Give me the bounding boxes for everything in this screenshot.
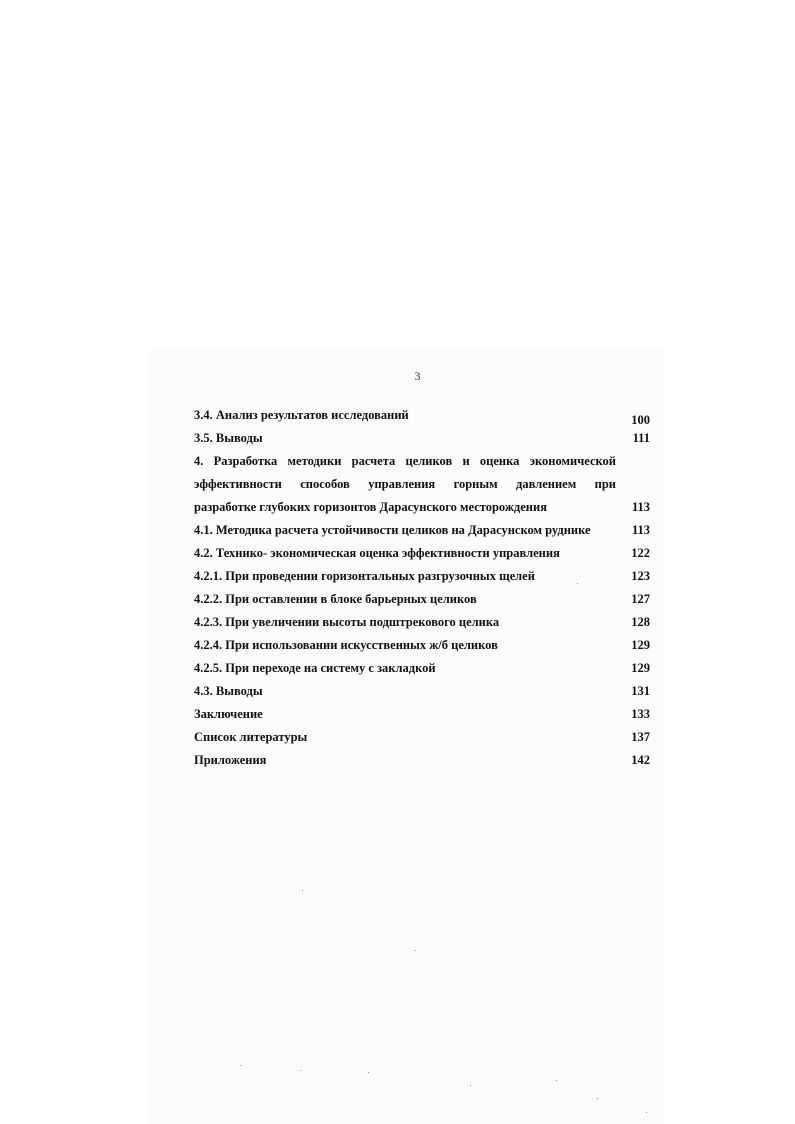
toc-entry-title-lines <box>194 450 616 519</box>
scan-speck <box>470 1085 471 1086</box>
toc-entry-title-line: 4. Разработка методики расчета целиков и оценка экономической <box>194 454 616 468</box>
scan-speck <box>556 1080 557 1081</box>
toc-entry-title: 4.3. Выводы <box>194 684 263 698</box>
scan-speck <box>597 1098 598 1099</box>
toc-entry-title: 4.1. Методика расчета устойчивости целиков на Дарасунском руднике <box>194 523 591 537</box>
toc-entry-references[interactable] <box>194 726 650 749</box>
toc-entry-title: 4.2.2. При оставлении в блоке барьерных целиков <box>194 592 477 606</box>
toc-entry-title: 4.2.3. При увеличении высоты подштрекового целика <box>194 615 500 629</box>
table-of-contents <box>194 404 650 772</box>
toc-entry-page: 127 <box>631 592 650 606</box>
scan-speck <box>368 1072 369 1073</box>
toc-entry-4-2[interactable] <box>194 542 650 565</box>
toc-entry-page: 100 <box>631 413 650 427</box>
toc-entry-title: Список литературы <box>194 730 308 744</box>
scan-speck <box>240 1065 241 1066</box>
toc-entry-page: 131 <box>631 684 650 698</box>
toc-entry-4-3[interactable] <box>194 680 650 703</box>
toc-entry-3-4[interactable] <box>194 404 650 427</box>
scan-speck <box>415 950 416 951</box>
scan-speck <box>302 890 303 891</box>
toc-entry-page: 111 <box>632 431 650 445</box>
toc-entry-title: 4.2.1. При проведении горизонтальных разгрузочных щелей <box>194 569 535 583</box>
toc-entry-4-2-1[interactable] <box>194 565 650 588</box>
toc-entry-title: 4.2.4. При использовании искусственных ж/б целиков <box>194 638 498 652</box>
toc-entry-title: 3.4. Анализ результатов исследований <box>194 408 409 422</box>
toc-entry-page: 113 <box>631 523 650 537</box>
toc-entry-page: 113 <box>631 500 650 514</box>
toc-entry-title-line: эффективности способов управления горным давлением при <box>194 477 616 491</box>
toc-entry-page: 142 <box>631 753 650 767</box>
scan-speck <box>300 1070 301 1071</box>
toc-entry-page: 133 <box>631 707 650 721</box>
toc-entry-4[interactable] <box>194 450 650 519</box>
toc-entry-title-line: разработке глубоких горизонтов Дарасунского месторождения <box>194 500 547 514</box>
toc-entry-3-5[interactable] <box>194 427 650 450</box>
scan-speck <box>646 1112 647 1113</box>
toc-entry-page: 129 <box>631 638 650 652</box>
toc-entry-page: 137 <box>631 730 650 744</box>
toc-entry-appendices[interactable] <box>194 749 650 772</box>
toc-entry-4-2-3[interactable] <box>194 611 650 634</box>
toc-entry-4-1[interactable] <box>194 519 650 542</box>
toc-entry-page: 129 <box>631 661 650 675</box>
toc-entry-4-2-2[interactable] <box>194 588 650 611</box>
scan-speck <box>577 583 578 584</box>
toc-entry-conclusion[interactable] <box>194 703 650 726</box>
toc-entry-page: 128 <box>631 615 650 629</box>
toc-entry-page: 123 <box>631 569 650 583</box>
toc-entry-title: 4.2. Технико- экономическая оценка эффективности управления <box>194 546 560 560</box>
toc-entry-4-2-5[interactable] <box>194 657 650 680</box>
toc-entry-4-2-4[interactable] <box>194 634 650 657</box>
toc-entry-page: 122 <box>631 546 650 560</box>
toc-entry-title: Заключение <box>194 707 263 721</box>
page-number: 3 <box>414 369 421 383</box>
toc-entry-title: 4.2.5. При переходе на систему с закладкой <box>194 661 436 675</box>
toc-entry-title: Приложения <box>194 753 267 767</box>
toc-entry-title: 3.5. Выводы <box>194 431 263 445</box>
